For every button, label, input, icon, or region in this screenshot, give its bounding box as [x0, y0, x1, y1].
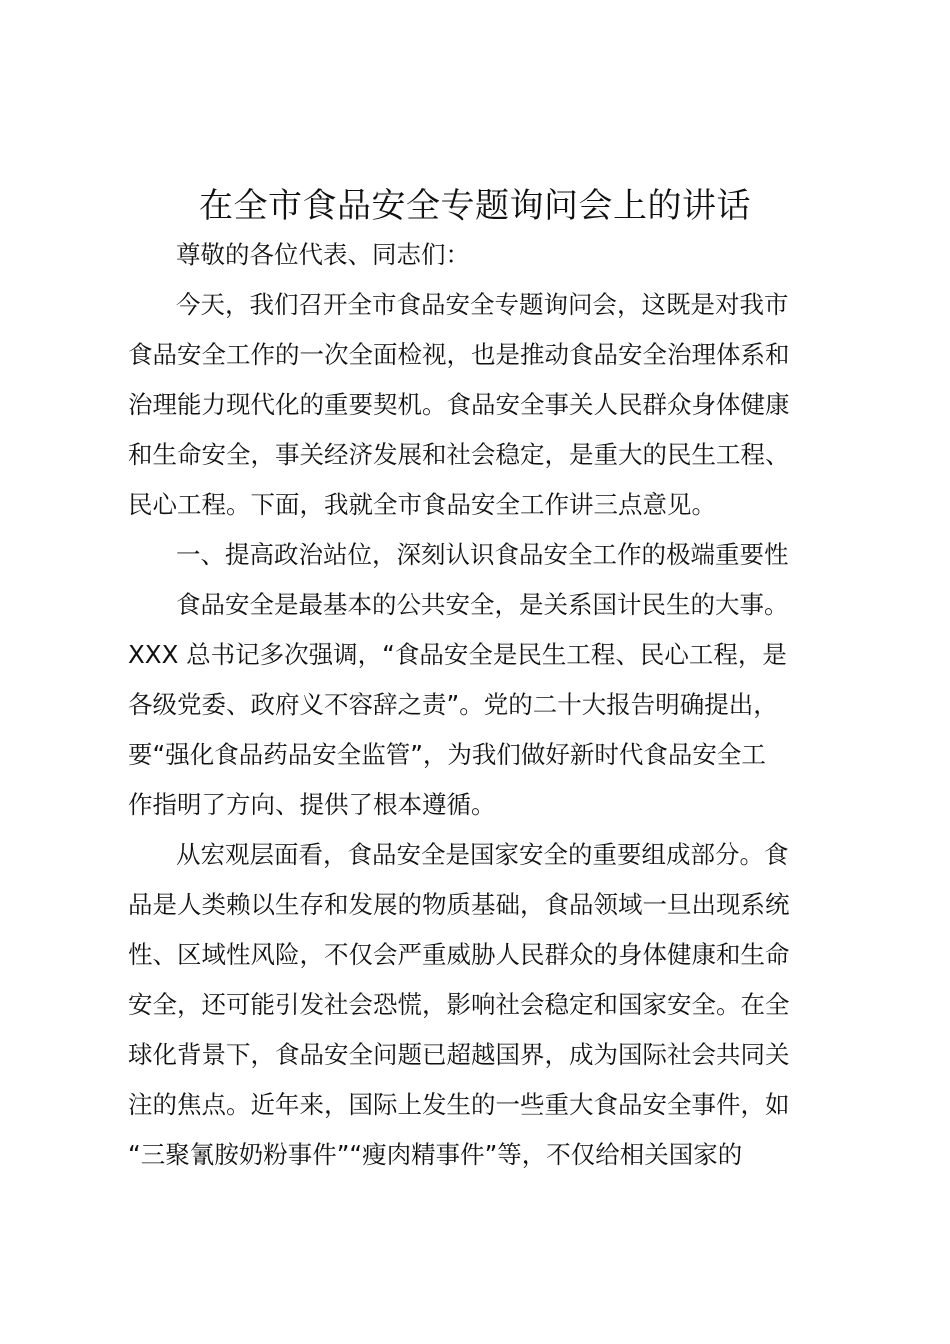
paragraph-2-line-3: 各级党委、政府义不容辞之责”。党的二十大报告明确提出， [128, 690, 778, 719]
paragraph-3-line-2: 品是人类赖以生存和发展的物质基础，食品领域一旦出现系统 [128, 890, 790, 919]
section-heading-1: 一、提高政治站位，深刻认识食品安全工作的极端重要性 [176, 540, 789, 569]
paragraph-3-line-1: 从宏观层面看，食品安全是国家安全的重要组成部分。食 [176, 840, 789, 869]
greeting-line: 尊敬的各位代表、同志们： [176, 240, 470, 269]
paragraph-3-line-6: 注的焦点。近年来，国际上发生的一些重大食品安全事件，如 [128, 1090, 790, 1119]
paragraph-2-line-2: XXX 总书记多次强调，“食品安全是民生工程、民心工程，是 [128, 640, 787, 669]
paragraph-3-line-3: 性、区域性风险，不仅会严重威胁人民群众的身体健康和生命 [128, 940, 790, 969]
paragraph-1-line-5: 民心工程。下面，我就全市食品安全工作讲三点意见。 [128, 490, 716, 519]
paragraph-3-line-7: “三聚氰胺奶粉事件”“瘦肉精事件”等，不仅给相关国家的 [128, 1140, 743, 1169]
paragraph-2-line-4: 要“强化食品药品安全监管”，为我们做好新时代食品安全工 [128, 740, 766, 769]
paragraph-1-line-3: 治理能力现代化的重要契机。食品安全事关人民群众身体健康 [128, 390, 790, 419]
paragraph-3-line-5: 球化背景下，食品安全问题已超越国界，成为国际社会共同关 [128, 1040, 790, 1069]
paragraph-2-line-1: 食品安全是最基本的公共安全，是关系国计民生的大事。 [176, 590, 789, 619]
paragraph-3-line-4: 安全，还可能引发社会恐慌，影响社会稳定和国家安全。在全 [128, 990, 790, 1019]
document-title: 在全市食品安全专题询问会上的讲话 [199, 186, 751, 226]
paragraph-2-line-5: 作指明了方向、提供了根本遵循。 [128, 790, 496, 819]
paragraph-1-line-1: 今天，我们召开全市食品安全专题询问会，这既是对我市 [176, 290, 789, 319]
paragraph-1-line-2: 食品安全工作的一次全面检视，也是推动食品安全治理体系和 [128, 340, 790, 369]
paragraph-1-line-4: 和生命安全，事关经济发展和社会稳定，是重大的民生工程、 [128, 440, 790, 469]
